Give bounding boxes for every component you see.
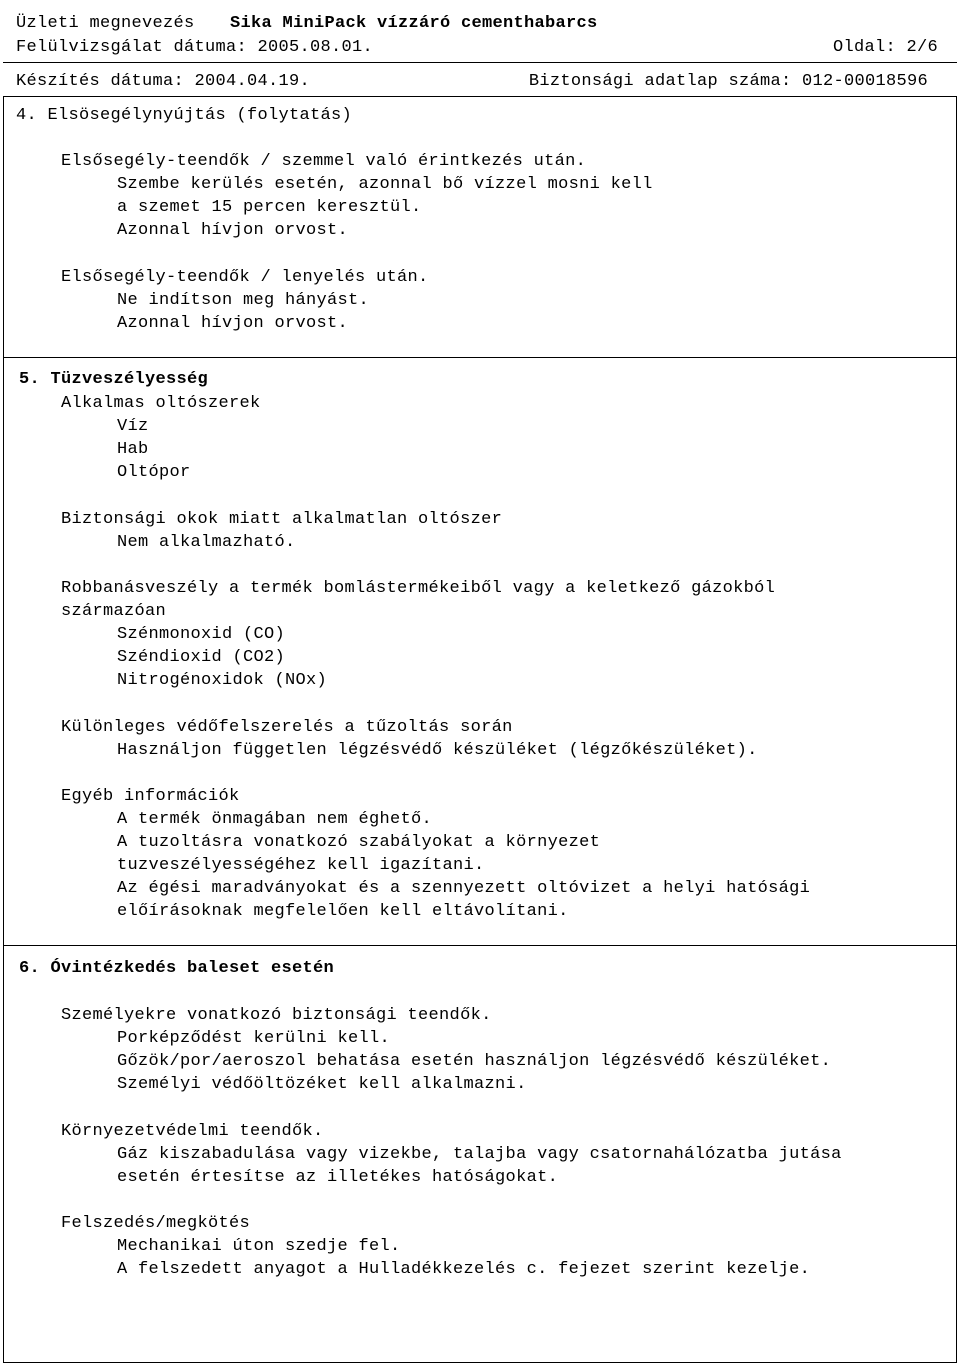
personal-precaution-item: Gőzök/por/aeroszol behatása esetén használjon légzésvédő készüléket. (117, 1052, 832, 1071)
section-divider (3, 945, 957, 946)
product-name: Sika MiniPack vízzáró cementhabarcs (230, 14, 598, 33)
personal-precaution-item: Porképződést kerülni kell. (117, 1029, 391, 1048)
header-divider (3, 62, 957, 63)
protective-equipment-heading: Különleges védőfelszerelés a tűzoltás során (61, 718, 513, 737)
eye-contact-line: a szemet 15 percen keresztül. (117, 198, 422, 217)
other-info-item: A termék önmagában nem éghető. (117, 810, 433, 829)
other-info-heading: Egyéb információk (61, 787, 240, 806)
suitable-extinguishers-heading: Alkalmas oltószerek (61, 394, 261, 413)
other-info-item: tuzveszélyességéhez kell igazítani. (117, 856, 485, 875)
ingestion-line: Ne indítson meg hányást. (117, 291, 370, 310)
combustion-product-item: Széndioxid (CO2) (117, 648, 286, 667)
ingestion-line: Azonnal hívjon orvost. (117, 314, 349, 333)
cleanup-heading: Felszedés/megkötés (61, 1214, 251, 1233)
unsuitable-extinguishers-heading: Biztonsági okok miatt alkalmatlan oltószer (61, 510, 503, 529)
suitable-extinguisher-item: Víz (117, 417, 149, 436)
personal-precaution-item: Személyi védőöltözéket kell alkalmazni. (117, 1075, 527, 1094)
cleanup-item: A felszedett anyagot a Hulladékkezelés c. fejezet szerint kezelje. (117, 1260, 811, 1279)
environmental-precaution-item: esetén értesítse az illetékes hatóságokat. (117, 1168, 559, 1187)
section-6-title: 6. Óvintézkedés baleset esetén (19, 959, 335, 978)
page-number: Oldal: 2/6 (832, 38, 938, 57)
eye-contact-line: Azonnal hívjon orvost. (117, 221, 349, 240)
section-4-title: 4. Elsösegélynyújtás (folytatás) (16, 106, 353, 125)
unsuitable-extinguisher-item: Nem alkalmazható. (117, 533, 296, 552)
explosion-hazard-heading: Robbanásveszély a termék bomlástermékeiből vagy a keletkező gázokból (61, 579, 776, 598)
section-divider (3, 357, 957, 358)
suitable-extinguisher-item: Hab (117, 440, 149, 459)
other-info-item: Az égési maradványokat és a szennyezett oltóvizet a helyi hatósági (117, 879, 811, 898)
sheet-number: Biztonsági adatlap száma: 012-00018596 (528, 72, 928, 91)
other-info-item: A tuzoltásra vonatkozó szabályokat a környezet (117, 833, 601, 852)
revision-date: Felülvizsgálat dátuma: 2005.08.01. (16, 38, 374, 57)
ingestion-heading: Elsősegély-teendők / lenyelés után. (61, 268, 429, 287)
created-date: Készítés dátuma: 2004.04.19. (16, 72, 311, 91)
suitable-extinguisher-item: Oltópor (117, 463, 191, 482)
product-label: Üzleti megnevezés (16, 14, 195, 33)
section-5-title: 5. Tüzveszélyesség (19, 370, 209, 389)
cleanup-item: Mechanikai úton szedje fel. (117, 1237, 401, 1256)
explosion-hazard-heading-continued: származóan (61, 602, 167, 621)
eye-contact-heading: Elsősegély-teendők / szemmel való érintkezés után. (61, 152, 587, 171)
eye-contact-line: Szembe kerülés esetén, azonnal bő vízzel mosni kell (117, 175, 653, 194)
protective-equipment-item: Használjon független légzésvédő készüléket (légzőkészüléket). (117, 741, 758, 760)
other-info-item: előírásoknak megfelelően kell eltávolítani. (117, 902, 569, 921)
environmental-precautions-heading: Környezetvédelmi teendők. (61, 1122, 324, 1141)
environmental-precaution-item: Gáz kiszabadulása vagy vizekbe, talajba vagy csatornahálózatba jutása (117, 1145, 842, 1164)
personal-precautions-heading: Személyekre vonatkozó biztonsági teendők. (61, 1006, 492, 1025)
combustion-product-item: Nitrogénoxidok (NOx) (117, 671, 328, 690)
combustion-product-item: Szénmonoxid (CO) (117, 625, 286, 644)
